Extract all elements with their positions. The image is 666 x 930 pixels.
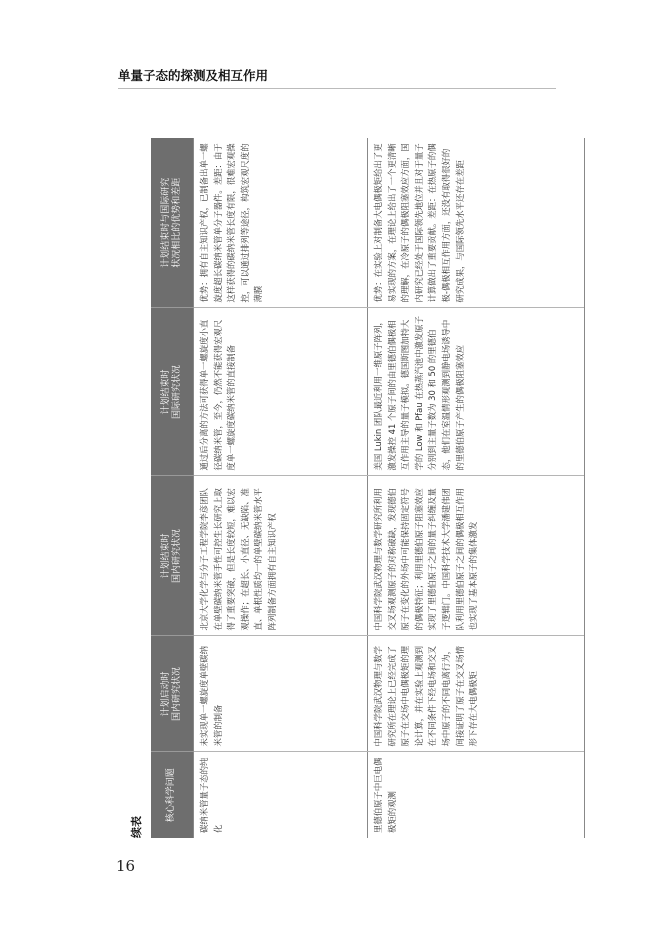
- cell-core-problem: 碳纳米管量子态的纯化: [194, 752, 368, 838]
- table-row: [194, 138, 368, 838]
- header-core-problem: 核心科学问题: [151, 752, 194, 838]
- page-number: 16: [116, 857, 136, 875]
- cell-advantage-gap: 优势：在实验上对制备大电偶极矩给出了更易实现的方案，在理论上给出了一个更清晰的理解，在冷原子的偶极阻塞效应方面，国内研究已经处于国际领先地位并且对于量子计算做出了重要贡献。差距：在热原子的偶极-偶极相互作用方面，还没有取得很好的研究成果，与国际领先水平还存在差距: [368, 138, 585, 308]
- cell-end-international: 美国 Lukin 团队最近利用一维原子阵列，激发操控 41 个原子间的由里德伯偶极相互作用主导的量子模拟。德国斯图加特大学的 Low 和 Pfau 在热蒸汽池中激发原子分别到主量子数为 30 和 50 的里德伯态，他们在室温情形观测到静电场诱导中的里德伯原子产生的偶极阻塞效应: [368, 308, 585, 476]
- cell-end-international: 通过后分离的方法可获得单一螺旋度小直径碳纳米管，至今，仍然不能获得宏观尺度单一螺旋度碳纳米管的直接制备: [194, 308, 368, 476]
- cell-start-domestic: 中国科学院武汉物理与数学研究所在理论上已经完成了原子在交场中电偶极矩的理论计算，并在实验上观测到在不同条件下经电场和交叉场中原子的不同电离行为，间接证明了原子在交叉场情形下存在大电偶极矩: [368, 636, 585, 752]
- cell-core-problem: 里德伯原子中巨电偶极矩的观测: [368, 752, 585, 838]
- table-continued-label: 续表: [130, 816, 143, 838]
- cell-start-domestic: 未实现单一螺旋度单壁碳纳米管的制备: [194, 636, 368, 752]
- running-head: 单量子态的探测及相互作用: [118, 68, 269, 83]
- cell-advantage-gap: 优势：拥有自主知识产权，已制备出单一螺旋度超长碳纳米管单分子器件。差距：由于这样获得的碳纳米管长度有限，很难宏观操控，可以通过排列等途径，构筑宏观尺度的薄膜: [194, 138, 368, 308]
- table-header-row: [151, 138, 194, 838]
- rotated-table-content: [128, 138, 568, 838]
- research-comparison-table: [151, 138, 585, 838]
- cell-end-domestic: 北京大学化学与分子工程学院李彦团队在单壁碳纳米管手性可控生长研究上取得了重要突破，但是长度较短，难以宏观操作；在超长、小直径、无缺陷、准直、单根性质均一的单壁碳纳米管水平阵列制备方面拥有自主知识产权: [194, 476, 368, 636]
- rotated-table-region: [128, 138, 568, 838]
- table-row: [368, 138, 585, 838]
- cell-end-domestic: 中国科学院武汉物理与数学研究所利用交叉场观测原子的对称破缺，发现德伯原子在变化的外场中可能保持固定符号的偶极特征；利用里德伯原子阻塞效应实现了里德伯原子之间的量子纠缠及量子逻辑门。中国科学技术大学潘建伟团队利用里德伯原子之间的偶极相互作用也实现了基本原子的集体激发: [368, 476, 585, 636]
- header-advantage-gap: 计划结束时与国际研究 状况相比的优势和差距: [151, 138, 194, 308]
- header-start-domestic: 计划启动时 国内研究状况: [151, 636, 194, 752]
- header-end-domestic: 计划结束时 国内研究状况: [151, 476, 194, 636]
- header-rule: [118, 88, 556, 89]
- header-end-international: 计划结束时 国际研究状况: [151, 308, 194, 476]
